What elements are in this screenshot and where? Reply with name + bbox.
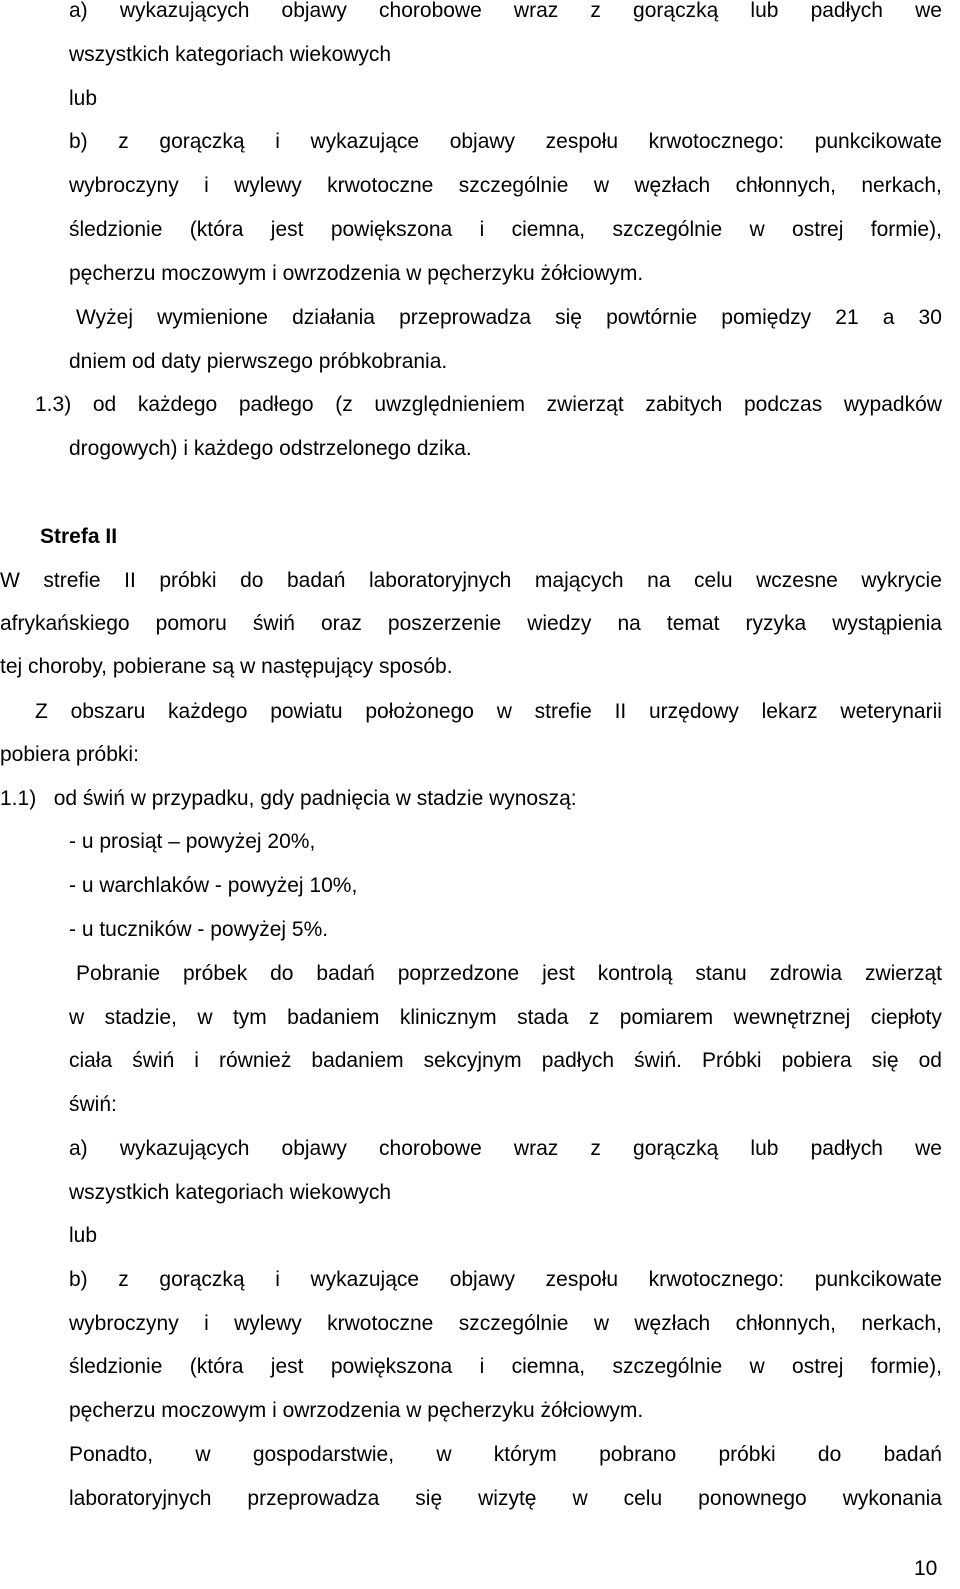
word: i [479,218,485,241]
word: ciepłoty [870,1006,942,1029]
paragraph-line [69,1048,942,1074]
paragraph-line [69,1442,942,1468]
repeat-line [76,305,942,331]
word: ostrej [792,1355,844,1378]
paragraph-line [69,1005,942,1031]
word: wiedzy [527,612,592,635]
word: w [436,1443,452,1466]
item-a-line [69,1136,942,1162]
word: powiększona [330,1355,453,1378]
word: od [92,393,117,416]
word: we [915,1137,942,1160]
word: wewnętrznej [733,1006,851,1029]
word: wraz [513,1137,559,1160]
paragraph-line [69,1486,942,1512]
word: do [240,569,264,592]
word: (która [189,218,244,241]
word: w [195,1443,211,1466]
word: kontrolą [597,962,673,985]
word: do [270,962,294,985]
word: weterynarii [840,700,942,723]
word: węzłach [634,174,711,197]
sub-item: - u prosiąt – powyżej 20%, [69,830,316,853]
word: z [590,0,601,22]
paragraph-line: pobiera próbki: [0,743,139,766]
word: we [915,0,942,22]
word: gospodarstwie, [252,1443,395,1466]
word: wizytę [478,1487,537,1510]
word: oraz [320,612,362,635]
word: w [496,700,512,723]
word: a) [69,0,88,22]
word: W [0,569,20,592]
word: śledzionie [69,218,163,241]
section-heading: Strefa II [40,525,118,548]
word: badań [883,1443,942,1466]
item-a-line: wszystkich kategoriach wiekowych [69,1181,392,1204]
word: przeprowadza [399,306,532,329]
word: świń [252,612,295,635]
word: punkcikowate [814,1268,942,1291]
item-b-line [69,173,942,199]
word: ostrej [792,218,844,241]
word: i [204,1312,209,1335]
word: powiatu [270,700,343,723]
word: Pobranie [76,962,161,985]
word: świń [132,1049,175,1072]
word: laboratoryjnych [69,1487,212,1510]
word: w [593,1312,609,1335]
word: w [749,218,765,241]
word: szczególnie [458,1312,569,1335]
item-1-1-line: 1.1) od świń w przypadku, gdy padnięcia w stadzie wynoszą: [0,787,577,810]
word: krwotocznego: [648,1268,785,1291]
word: ryzyka [745,612,807,635]
word: i [275,130,280,153]
word: do [817,1443,842,1466]
word: temat [666,612,720,635]
word: krwotoczne [327,1312,434,1335]
item-a-line: wszystkich kategoriach wiekowych [69,43,392,66]
word: krwotoczne [327,174,434,197]
word: krwotocznego: [648,130,785,153]
word: padłych [810,0,883,22]
item-b-line [69,1267,942,1293]
word: poszerzenie [387,612,502,635]
word: ciała [69,1049,113,1072]
word: chorobowe [379,1137,482,1160]
paragraph-line [35,699,942,725]
word: pomoru [155,612,227,635]
word: jest [270,218,304,241]
word: Próbki [702,1049,762,1072]
word: II [124,569,136,592]
word: a [882,306,895,329]
item-1-3-line [35,392,942,418]
word: wypadków [843,393,942,416]
word: (która [189,1355,244,1378]
item-b-line [69,217,942,243]
page-number: 10 [914,1557,938,1580]
word: się [871,1049,899,1072]
word: afrykańskiego [0,612,130,635]
word: Wyżej [76,306,133,329]
sub-item: - u warchlaków - powyżej 10%, [69,874,358,897]
word: objawy [281,1137,347,1160]
word: poprzedzone [397,962,520,985]
word: również [218,1049,292,1072]
word: zabitych [645,393,723,416]
word: strefie [534,700,592,723]
word: wykrycie [861,569,942,592]
word: pomiędzy [721,306,812,329]
word: stada [517,1006,569,1029]
word: pobiera [781,1049,852,1072]
word: badaniem [311,1049,404,1072]
word: b) [69,130,88,153]
word: od [918,1049,942,1072]
word: pobrano [599,1443,677,1466]
word: Ponadto, [69,1443,154,1466]
word: szczególnie [458,174,569,197]
word: na [647,569,671,592]
word: ciemna, [511,1355,586,1378]
word: obszaru [70,700,146,723]
word: i [275,1268,280,1291]
word: zwierząt [546,393,624,416]
word: chłonnych, [735,174,836,197]
word: z [118,1268,129,1291]
paragraph-line [76,961,942,987]
word: szczególnie [612,1355,723,1378]
word: gorączką [633,0,719,22]
word: chorobowe [379,0,482,22]
word: świń. [634,1049,682,1072]
word: w [69,1006,85,1029]
word: objawy [449,130,516,153]
sub-item: - u tuczników - powyżej 5%. [69,918,329,941]
item-b-line [69,1354,942,1380]
word: na [617,612,641,635]
word: lub [750,0,779,22]
word: z [590,1137,601,1160]
word: stadzie, [104,1006,177,1029]
word: formie), [870,1355,942,1378]
word: szczególnie [612,218,723,241]
or-line: lub [69,1224,98,1247]
word: każdego [137,393,218,416]
word: wraz [513,0,559,22]
item-1-3-line: drogowych) i każdego odstrzelonego dzika. [69,437,472,460]
word: strefie [43,569,101,592]
repeat-line: dniem od daty pierwszego próbkobrania. [69,350,448,373]
word: punkcikowate [814,130,942,153]
word: objawy [281,0,347,22]
word: ciemna, [511,218,586,241]
word: (z [335,393,353,416]
word: laboratoryjnych [368,569,512,592]
word: położonego [365,700,474,723]
word: b) [69,1268,88,1291]
intro-line: tej choroby, pobierane są w następujący sposób. [0,655,453,678]
word: wykazujących [119,0,250,22]
word: w [749,1355,765,1378]
word: zespołu [545,130,619,153]
word: pomiarem [619,1006,714,1029]
word: wymienione [157,306,268,329]
word: jest [542,962,575,985]
item-b-line [69,129,942,155]
word: mających [534,569,624,592]
word: gorączką [633,1137,719,1160]
word: padłych [810,1137,883,1160]
word: Z [35,700,48,723]
word: wylewy [234,1312,302,1335]
word: padłego [238,393,314,416]
word: zespołu [545,1268,619,1291]
intro-line [0,611,942,637]
word: wykazujących [119,1137,250,1160]
word: padłych [541,1049,615,1072]
word: zdrowia [769,962,843,985]
word: tym [232,1006,267,1029]
item-b-line [69,1311,942,1337]
word: urzędowy [648,700,739,723]
word: II [614,700,627,723]
word: próbki [718,1443,776,1466]
word: w [572,1487,588,1510]
word: chłonnych, [735,1312,836,1335]
or-line: lub [69,87,98,110]
word: nerkach, [861,174,942,197]
word: powiększona [330,218,453,241]
word: badaniem [287,1006,380,1029]
word: zwierząt [864,962,942,985]
word: którym [493,1443,557,1466]
word: i [194,1049,199,1072]
word: wystąpienia [832,612,942,635]
word: się [555,306,582,329]
word: przeprowadza [247,1487,380,1510]
word: i [204,174,209,197]
word: a) [69,1137,88,1160]
word: sekcyjnym [423,1049,522,1072]
word: wykazujące [310,130,420,153]
word: lekarz [761,700,818,723]
word: ponownego [698,1487,807,1510]
word: z [588,1006,600,1029]
word: z [118,130,129,153]
word: działania [292,306,375,329]
item-b-line: pęcherzu moczowym i owrzodzenia w pęcherzyku żółciowym. [69,262,644,285]
word: i [479,1355,485,1378]
word: węzłach [634,1312,711,1335]
word: nerkach, [861,1312,942,1335]
word: wybroczyny [69,1312,179,1335]
word: jest [270,1355,304,1378]
word: próbki [159,569,217,592]
word: objawy [449,1268,516,1291]
word: wczesne [756,569,838,592]
word: 30 [918,306,942,329]
word: śledzionie [69,1355,163,1378]
word: 1.3) [35,393,72,416]
word: formie), [870,218,942,241]
paragraph-line: świń: [69,1093,117,1116]
word: wykazujące [310,1268,420,1291]
item-a-line [69,0,942,24]
intro-line [0,568,942,594]
word: w [197,1006,213,1029]
word: celu [694,569,733,592]
word: uwzględnieniem [374,393,525,416]
word: wybroczyny [69,174,179,197]
word: badań [316,962,375,985]
word: powtórnie [606,306,698,329]
word: wykonania [842,1487,942,1510]
word: stanu [695,962,747,985]
word: celu [623,1487,663,1510]
word: klinicznym [399,1006,497,1029]
item-b-line: pęcherzu moczowym i owrzodzenia w pęcherzyku żółciowym. [69,1399,644,1422]
word: gorączką [159,130,245,153]
word: każdego [168,700,248,723]
word: wylewy [234,174,302,197]
word: podczas [744,393,823,416]
word: w [593,174,609,197]
word: lub [750,1137,779,1160]
word: próbek [182,962,248,985]
word: gorączką [159,1268,245,1291]
word: badań [286,569,346,592]
word: się [415,1487,443,1510]
word: 21 [835,306,859,329]
